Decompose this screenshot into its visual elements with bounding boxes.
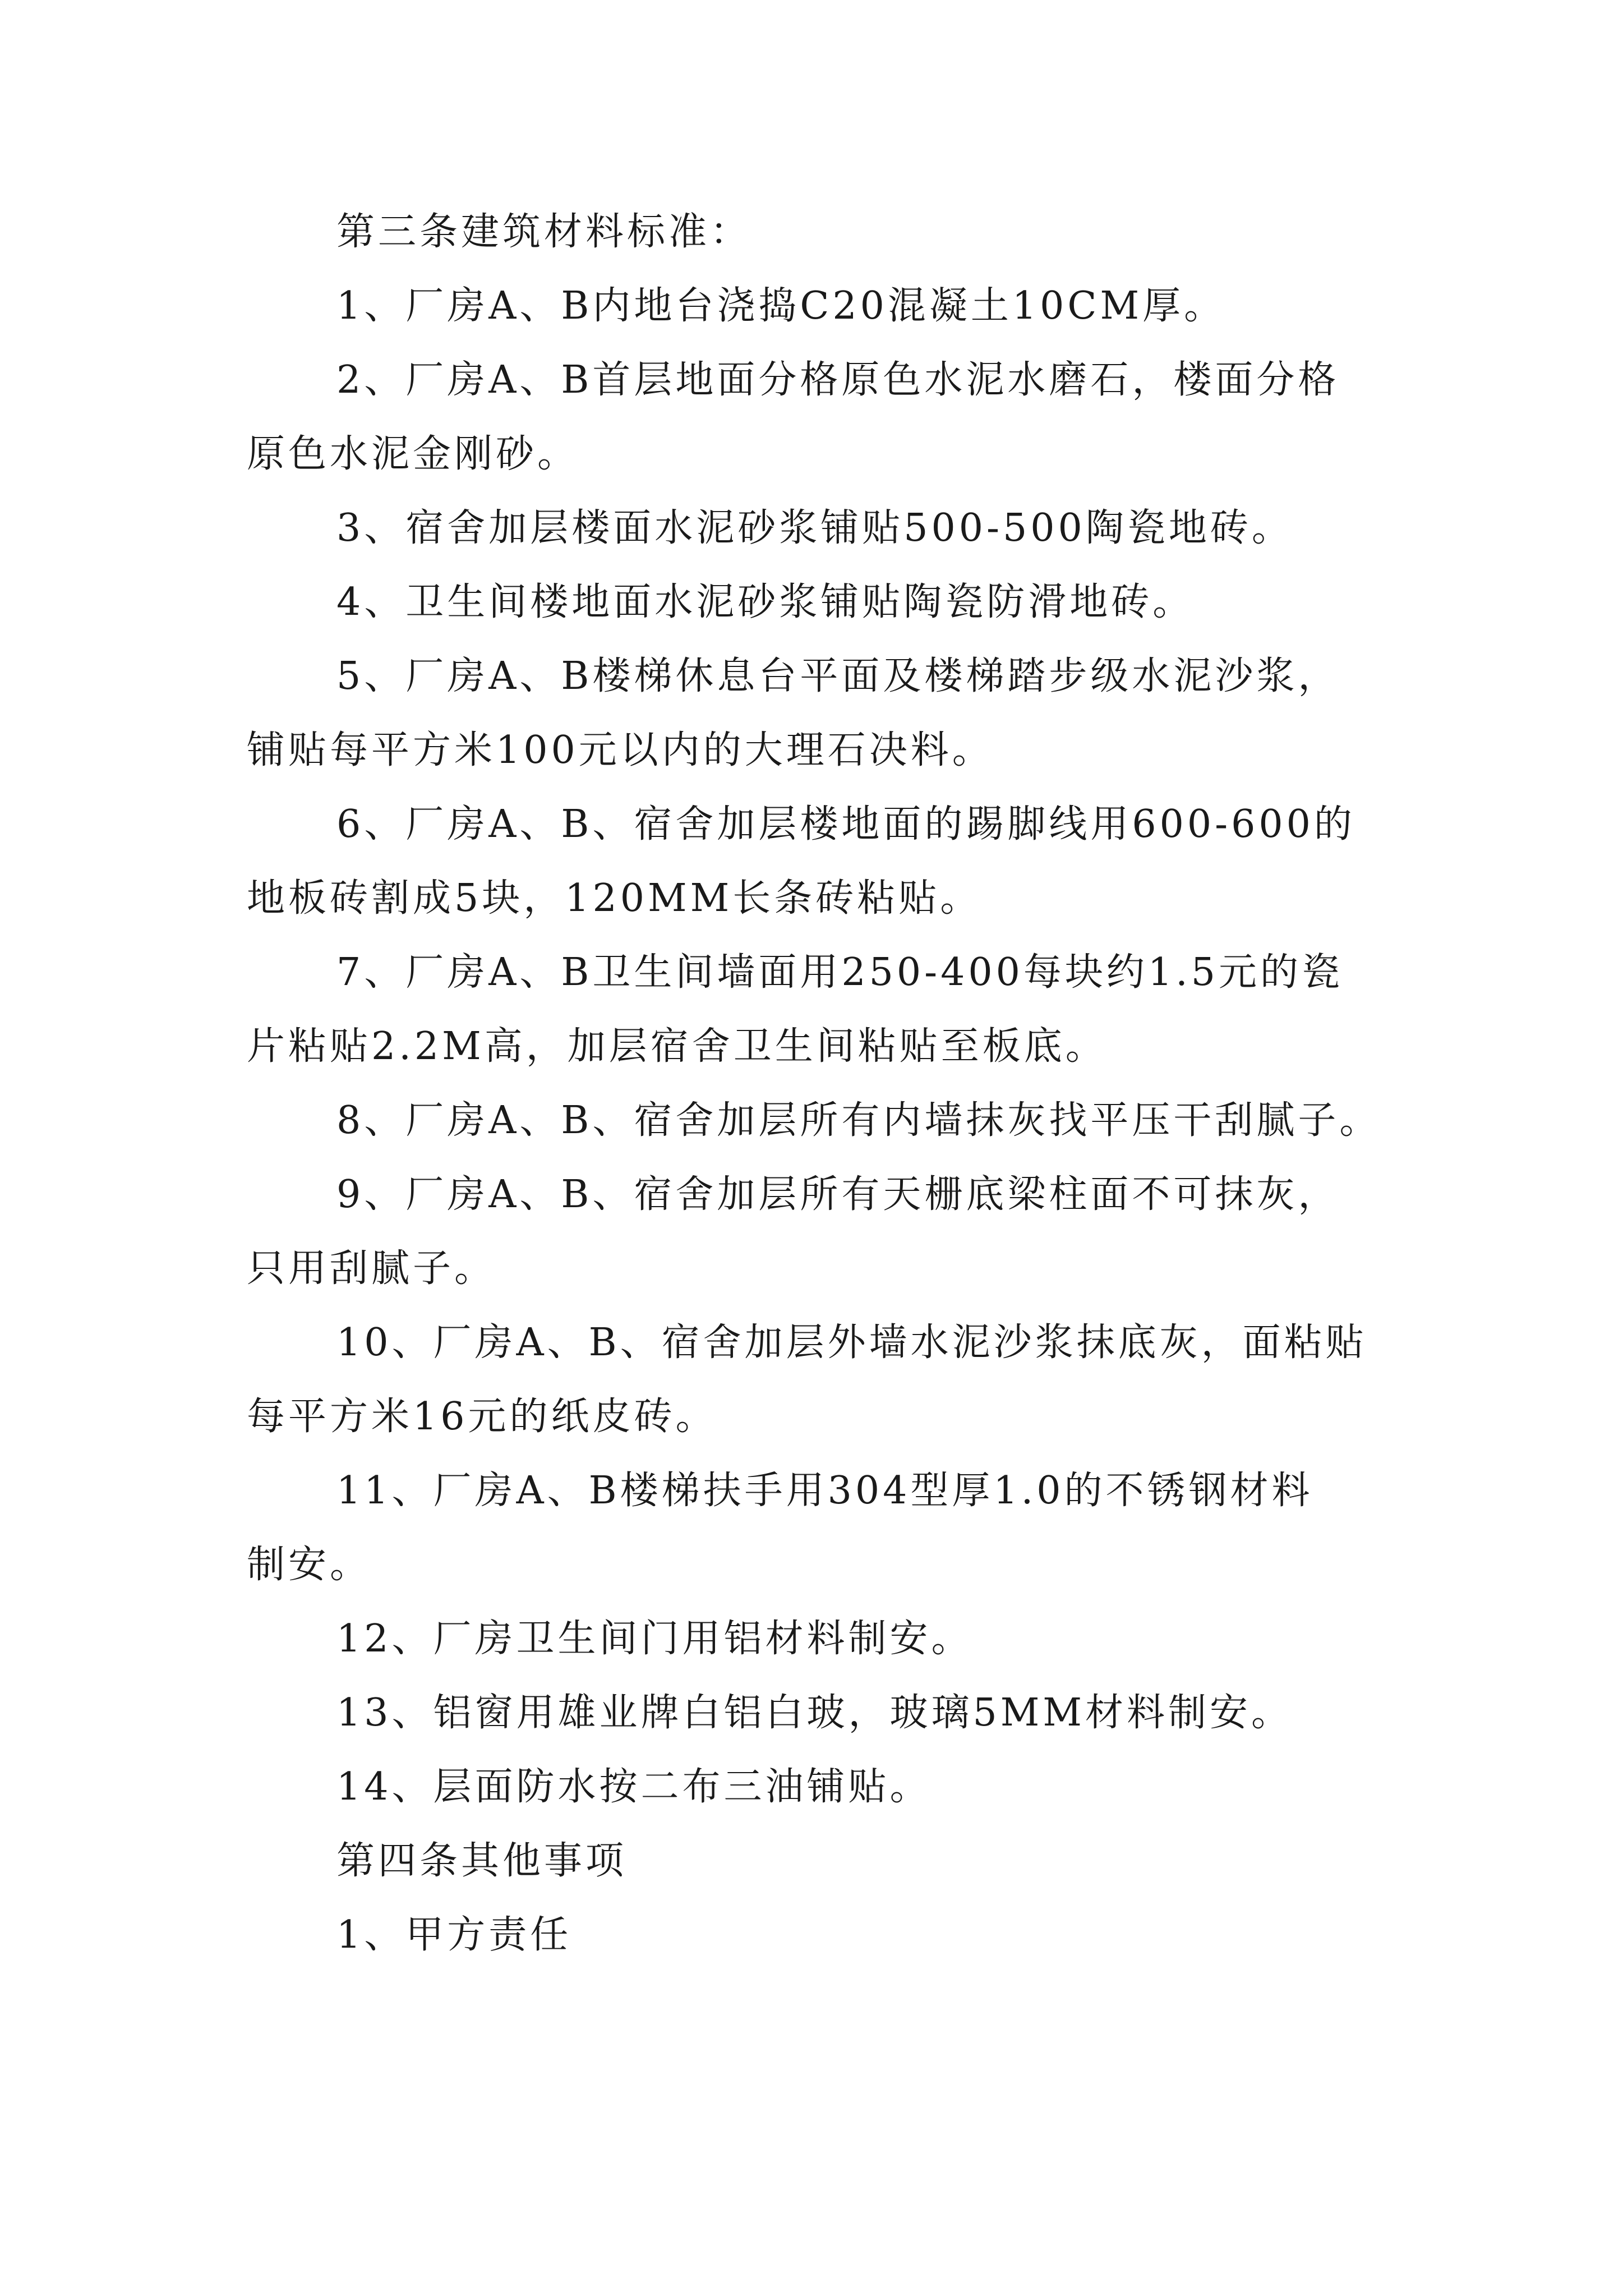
clause-1: 1、厂房A、B内地台浇捣C20混凝土10CM厚。 — [336, 284, 1226, 328]
clause-9-cont: 只用刮腻子。 — [247, 1246, 496, 1291]
clause-5: 5、厂房A、B楼梯休息台平面及楼梯踏步级水泥沙浆， — [336, 654, 1340, 698]
clause-14: 14、层面防水按二布三油铺贴。 — [336, 1765, 932, 1809]
clause-2-cont: 原色水泥金刚砂。 — [247, 432, 579, 476]
clause-7-cont: 片粘贴2.2M高，加层宿舍卫生间粘贴至板底。 — [247, 1024, 1107, 1069]
sub-heading-1: 1、甲方责任 — [336, 1913, 572, 1957]
clause-10-cont: 每平方米16元的纸皮砖。 — [247, 1395, 717, 1439]
clause-12: 12、厂房卫生间门用铝材料制安。 — [336, 1617, 973, 1661]
clause-7: 7、厂房A、B卫生间墙面用250-400每块约1.5元的瓷 — [336, 950, 1344, 995]
clause-4: 4、卫生间楼地面水泥砂浆铺贴陶瓷防滑地砖。 — [336, 580, 1195, 624]
clause-11-cont: 制安。 — [247, 1543, 372, 1587]
clause-9: 9、厂房A、B、宿舍加层所有天栅底梁柱面不可抹灰， — [336, 1172, 1340, 1217]
clause-13: 13、铝窗用雄业牌白铝白玻，玻璃5MM材料制安。 — [336, 1691, 1293, 1735]
clause-10: 10、厂房A、B、宿舍加层外墙水泥沙浆抹底灰，面粘贴 — [336, 1320, 1367, 1365]
section-heading-4: 第四条其他事项 — [336, 1839, 628, 1883]
section-heading-3: 第三条建筑材料标准： — [336, 210, 752, 254]
clause-6-cont: 地板砖割成5块，120MM长条砖粘贴。 — [247, 876, 982, 921]
clause-5-cont: 铺贴每平方米100元以内的大理石决料。 — [247, 728, 994, 772]
clause-11: 11、厂房A、B楼梯扶手用304型厚1.0的不锈钢材料 — [336, 1469, 1313, 1513]
clause-6: 6、厂房A、B、宿舍加层楼地面的踢脚线用600-600的 — [336, 802, 1355, 846]
clause-2: 2、厂房A、B首层地面分格原色水泥水磨石，楼面分格 — [336, 358, 1340, 402]
clause-8: 8、厂房A、B、宿舍加层所有内墙抹灰找平压干刮腻子。 — [336, 1098, 1381, 1143]
clause-3: 3、宿舍加层楼面水泥砂浆铺贴500-500陶瓷地砖。 — [336, 506, 1293, 550]
